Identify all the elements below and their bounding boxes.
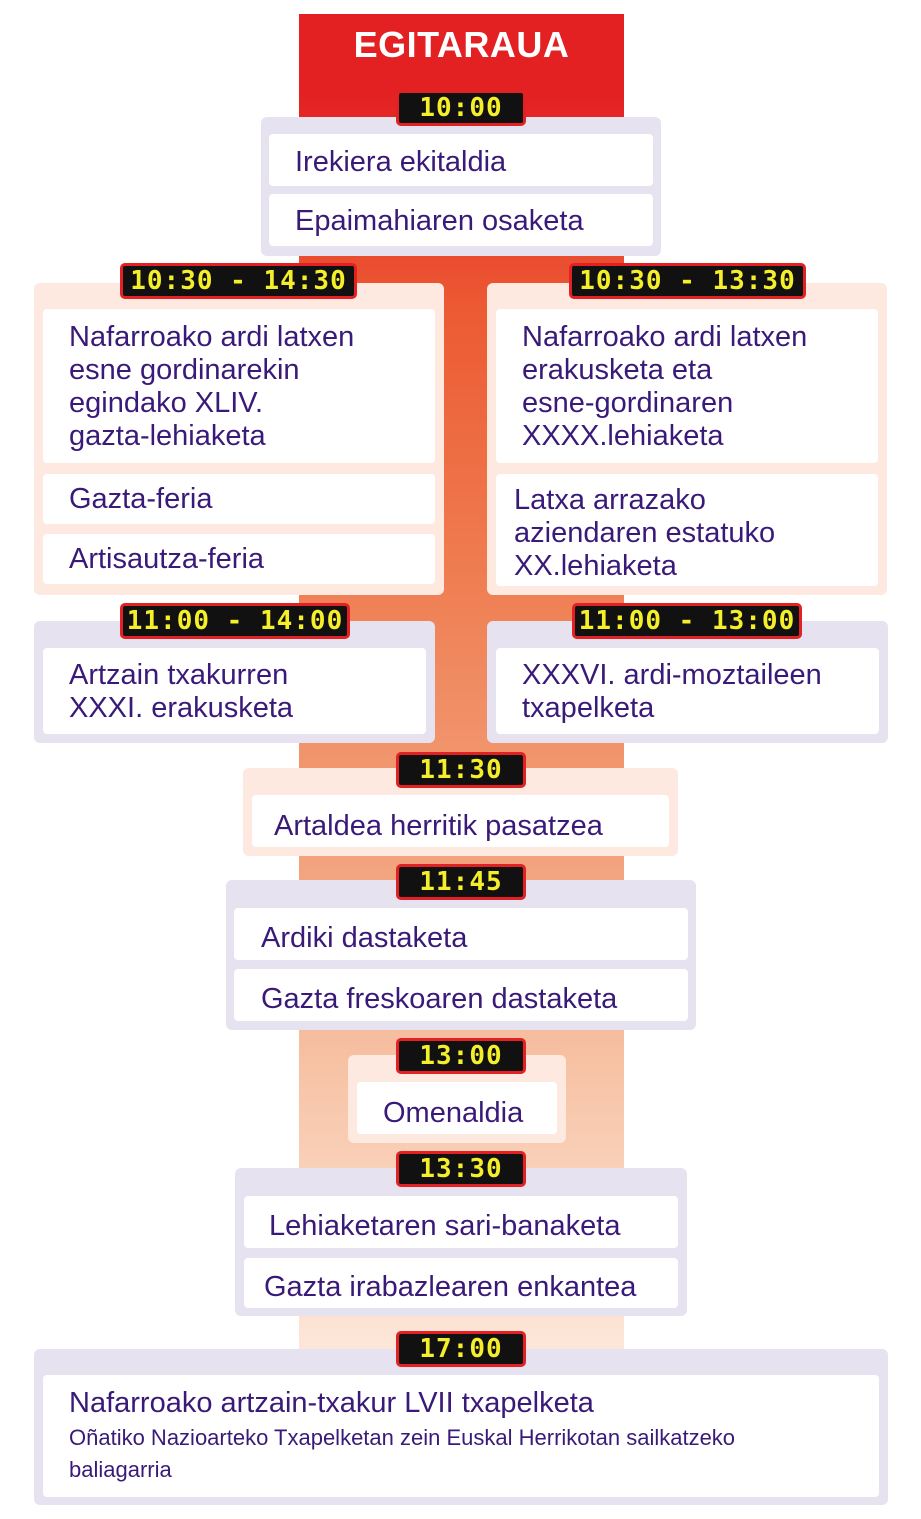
event-moztaile-txapelketa: XXXVI. ardi-moztaileen txapelketa [496, 648, 879, 734]
event-omenaldia: Omenaldia [357, 1082, 557, 1134]
program-title: EGITARAUA [353, 24, 570, 65]
event-irekiera: Irekiera ekitaldia [269, 134, 653, 186]
event-gazta-feria: Gazta-feria [43, 474, 435, 524]
clock-1130: 11:30 [396, 752, 526, 788]
clock-1145: 11:45 [396, 864, 526, 900]
event-artaldea: Artaldea herritik pasatzea [252, 795, 669, 847]
event-epaimahia: Epaimahiaren osaketa [269, 194, 653, 246]
event-txakur-erakusketa: Artzain txakurren XXXI. erakusketa [43, 648, 426, 734]
event-artzain-txakur [43, 1375, 879, 1497]
clock-1700: 17:00 [396, 1331, 526, 1367]
event-ardi-erakusketa: Nafarroako ardi latxen erakusketa eta esne-gordinaren XXXX.lehiaketa [496, 309, 878, 463]
event-gazta-fresko: Gazta freskoaren dastaketa [234, 969, 688, 1021]
clock-1030-1430: 10:30 - 14:30 [120, 263, 357, 299]
event-artzain-txakur-subtitle-1: Oñatiko Nazioarteko Txapelketan zein Euskal Herrikotan sailkatzeko [69, 1425, 736, 1450]
clock-1100-1300: 11:00 - 13:00 [572, 603, 802, 639]
event-ardiki: Ardiki dastaketa [234, 908, 688, 960]
event-artzain-txakur-title: Nafarroako artzain-txakur LVII txapelketa [69, 1387, 594, 1419]
clock-1100-1400: 11:00 - 14:00 [120, 603, 350, 639]
event-artisautza-feria: Artisautza-feria [43, 534, 435, 584]
clock-1000: 10:00 [396, 90, 526, 126]
event-sari-banaketa: Lehiaketaren sari-banaketa [244, 1196, 678, 1248]
event-artzain-txakur-subtitle-2: baliagarria [69, 1457, 172, 1482]
event-latxa-lehiaketa: Latxa arrazako aziendaren estatuko XX.lehiaketa [496, 474, 878, 586]
clock-1330: 13:30 [396, 1151, 526, 1187]
event-gazta-lehiaketa: Nafarroako ardi latxen esne gordinarekin egindako XLIV. gazta-lehiaketa [43, 309, 435, 463]
clock-1300: 13:00 [396, 1038, 526, 1074]
event-enkantea: Gazta irabazlearen enkantea [244, 1258, 678, 1308]
clock-1030-1330: 10:30 - 13:30 [569, 263, 806, 299]
